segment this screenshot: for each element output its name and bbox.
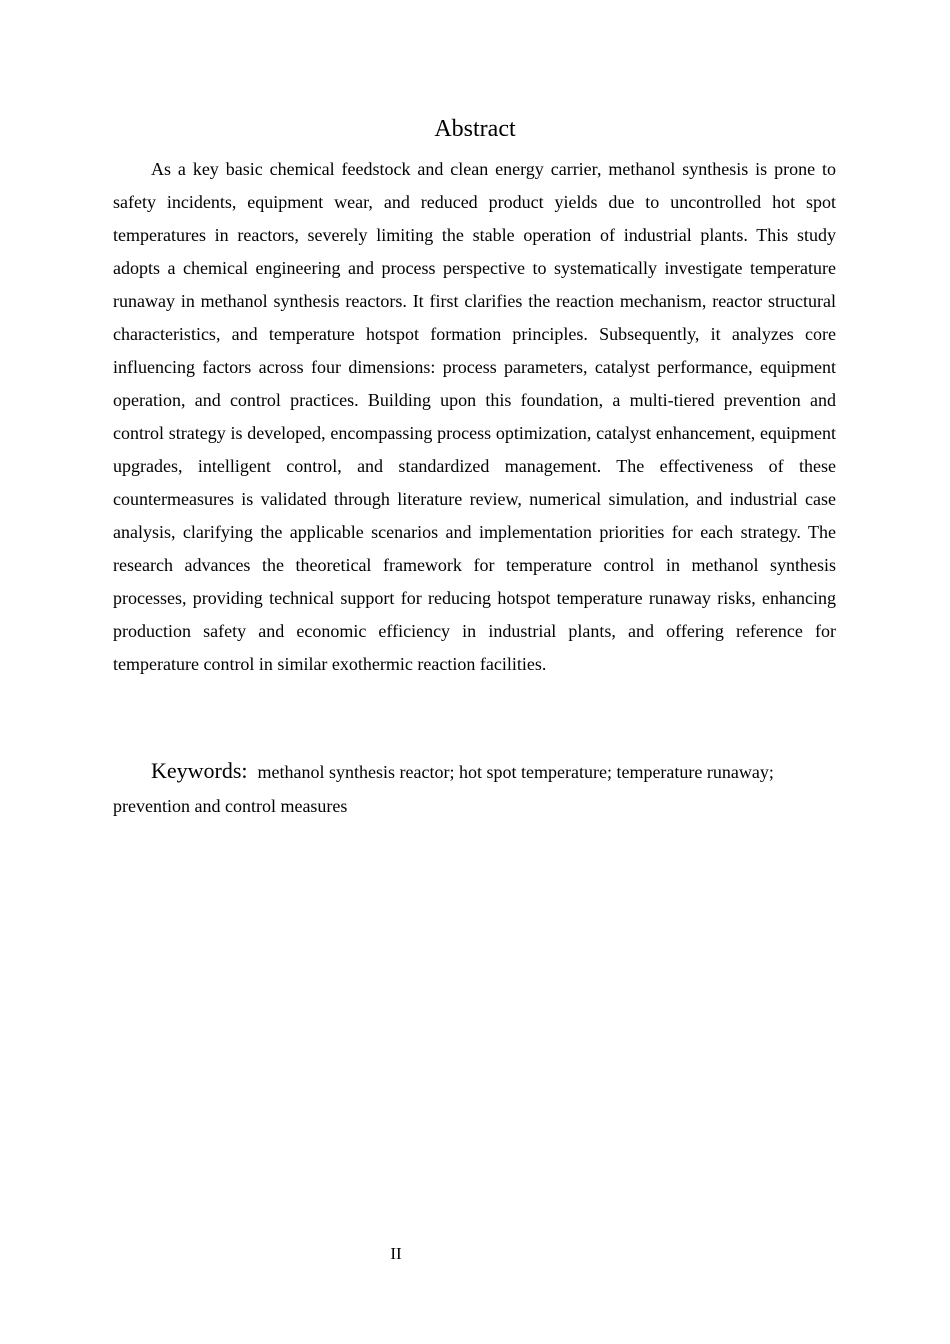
keywords-paragraph: [113, 754, 836, 823]
abstract-title: Abstract: [434, 116, 516, 142]
keywords-text: methanol synthesis reactor; hot spot temperature; temperature runaway; prevention and control measures: [113, 762, 774, 816]
keywords-label: Keywords:: [151, 758, 248, 783]
page-number: II: [390, 1244, 402, 1263]
abstract-body: As a key basic chemical feedstock and clean energy carrier, methanol synthesis is prone to safety incidents, equipment wear, and reduced product yields due to uncontrolled hot spot temperatures in reactors, severely limiting the stable operation of industrial plants. This study adopts a chemical engineering and process perspective to systematically investigate temperature runaway in methanol synthesis reactors. It first clarifies the reaction mechanism, reactor structural characteristics, and temperature hotspot formation principles. Subsequently, it analyzes core influencing factors across four dimensions: process parameters, catalyst performance, equipment operation, and control practices. Building upon this foundation, a multi-tiered prevention and control strategy is developed, encompassing process optimization, catalyst enhancement, equipment upgrades, intelligent control, and standardized management. The effectiveness of these countermeasures is validated through literature review, numerical simulation, and industrial case analysis, clarifying the applicable scenarios and implementation priorities for each strategy. The research advances the theoretical framework for temperature control in methanol synthesis processes, providing technical support for reducing hotspot temperature runaway risks, enhancing production safety and economic efficiency in industrial plants, and offering reference for temperature control in similar exothermic reaction facilities.: [113, 159, 836, 674]
